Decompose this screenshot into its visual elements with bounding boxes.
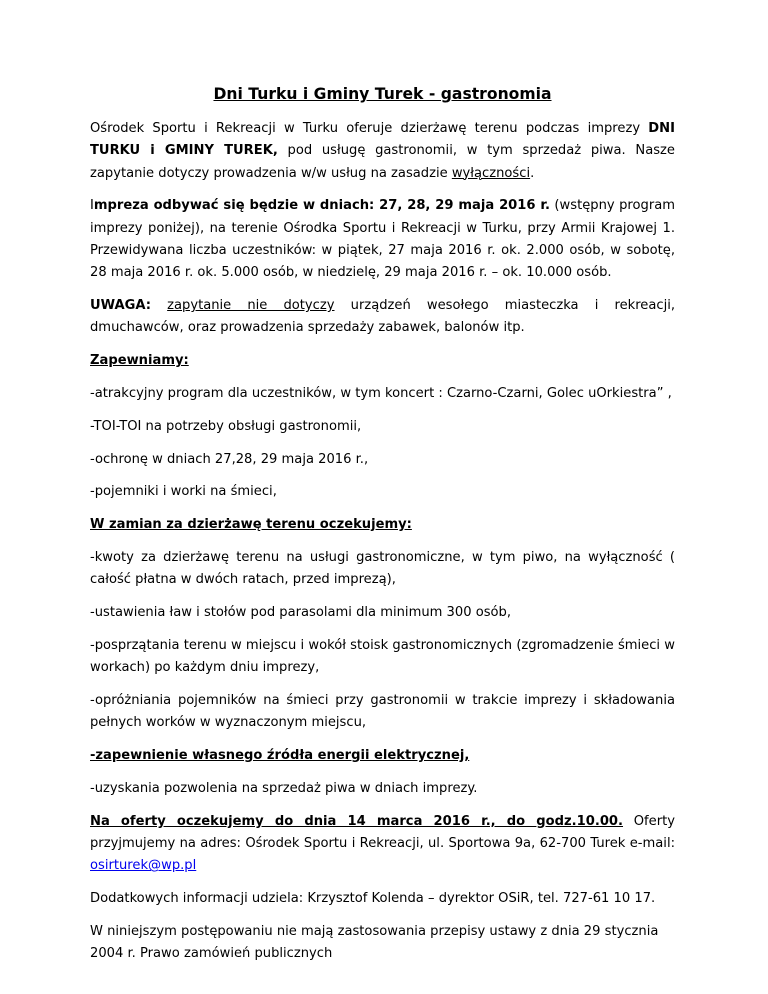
warning-text: urządzeń wesołego miasteczka i rekreacji, dmuchawców, oraz prowadzenia sprzedaży zabawek, balonów itp. [90, 298, 676, 336]
event-details: (wstępny program imprezy poniżej), na terenie Ośrodka Sportu i Rekreacji w Turku, przy Armii Krajowej 1. Przewidywana liczba uczestników: w piątek, 27 maja 2016 r. ok. 2.000 osób, w sobotę, 28 maja 2016 r. ok. 5.000 osób, w niedzielę, 29 maja 2016 r. – ok. 10.000 osób. [90, 198, 675, 281]
provide-heading-text: Zapewniamy: [90, 353, 189, 369]
provide-item: -pojemniki i worki na śmieci, [90, 484, 277, 500]
exclusivity-term: wyłączności [451, 165, 531, 181]
event-dates: mpreza odbywać się będzie w dniach: 27, 28, 29 maja 2016 r. [93, 198, 550, 214]
warning-exclusion: zapytanie nie dotyczy [167, 298, 335, 314]
expect-item: -uzyskania pozwolenia na sprzedaż piwa w dniach imprezy. [90, 780, 478, 796]
intro-period: . [530, 165, 535, 181]
event-name: DNI TURKU i GMINY TUREK, [90, 121, 675, 159]
expect-item: -opróżniania pojemników na śmieci przy gastronomii w trakcie imprezy i składowania pełnych worków w wyznaczonym miejscu, [90, 692, 675, 731]
provide-heading [90, 350, 675, 372]
expect-heading-text: W zamian za dzierżawę terenu oczekujemy: [90, 517, 412, 533]
info-paragraph: Dodatkowych informacji udziela: Krzysztof Kolenda – dyrektor OSiR, tel. 727-61 10 17. [90, 891, 656, 907]
event-initial: I [90, 198, 94, 214]
intro-text-2: pod usługę gastronomii, w tym sprzedaż piwa. Nasze zapytanie dotyczy prowadzenia w/w usług na zasadzie [90, 143, 675, 181]
warning-paragraph [90, 295, 675, 340]
intro-paragraph [90, 118, 675, 185]
page-title: Dni Turku i Gminy Turek - gastronomia [213, 85, 552, 103]
electricity-requirement: -zapewnienie własnego źródła energii elektrycznej, [90, 748, 470, 764]
intro-text: Ośrodek Sportu i Rekreacji w Turku oferuje dzierżawę terenu podczas imprezy [90, 121, 649, 136]
warning-label: UWAGA: [90, 298, 151, 314]
document-page [90, 82, 675, 976]
provide-item: -ochronę w dniach 27,28, 29 maja 2016 r., [90, 451, 369, 467]
offers-paragraph [90, 811, 675, 878]
event-paragraph [90, 195, 675, 284]
expect-item: -posprzątania terenu w miejscu i wokół stoisk gastronomicznych (zgromadzenie śmieci w workach) po każdym dniu imprezy, [90, 637, 675, 676]
expect-heading [90, 514, 675, 536]
email-link[interactable]: osirturek@wp.pl [90, 858, 197, 874]
expect-item: -ustawienia ław i stołów pod parasolami dla minimum 300 osób, [90, 605, 512, 621]
offers-address: Oferty przyjmujemy na adres: Ośrodek Sportu i Rekreacji, ul. Sportowa 9a, 62-700 Turek e-mail: [90, 813, 675, 851]
provide-item: -atrakcyjny program dla uczestników, w tym koncert : Czarno-Czarni, Golec uOrkiestra” , [90, 385, 672, 401]
provide-item: -TOI-TOI na potrzeby obsługi gastronomii, [90, 418, 362, 434]
offer-deadline: Na oferty oczekujemy do dnia 14 marca 2016 r., do godz.10.00. [90, 813, 624, 829]
legal-paragraph: W niniejszym postępowaniu nie mają zastosowania przepisy ustawy z dnia 29 stycznia 2004 r. Prawo zamówień publicznych [90, 923, 659, 962]
warning-space [151, 298, 167, 313]
expect-item-bold [90, 745, 675, 767]
expect-item: -kwoty za dzierżawę terenu na usługi gastronomiczne, w tym piwo, na wyłączność ( całość płatna w dwóch ratach, przed imprezą), [90, 549, 675, 588]
